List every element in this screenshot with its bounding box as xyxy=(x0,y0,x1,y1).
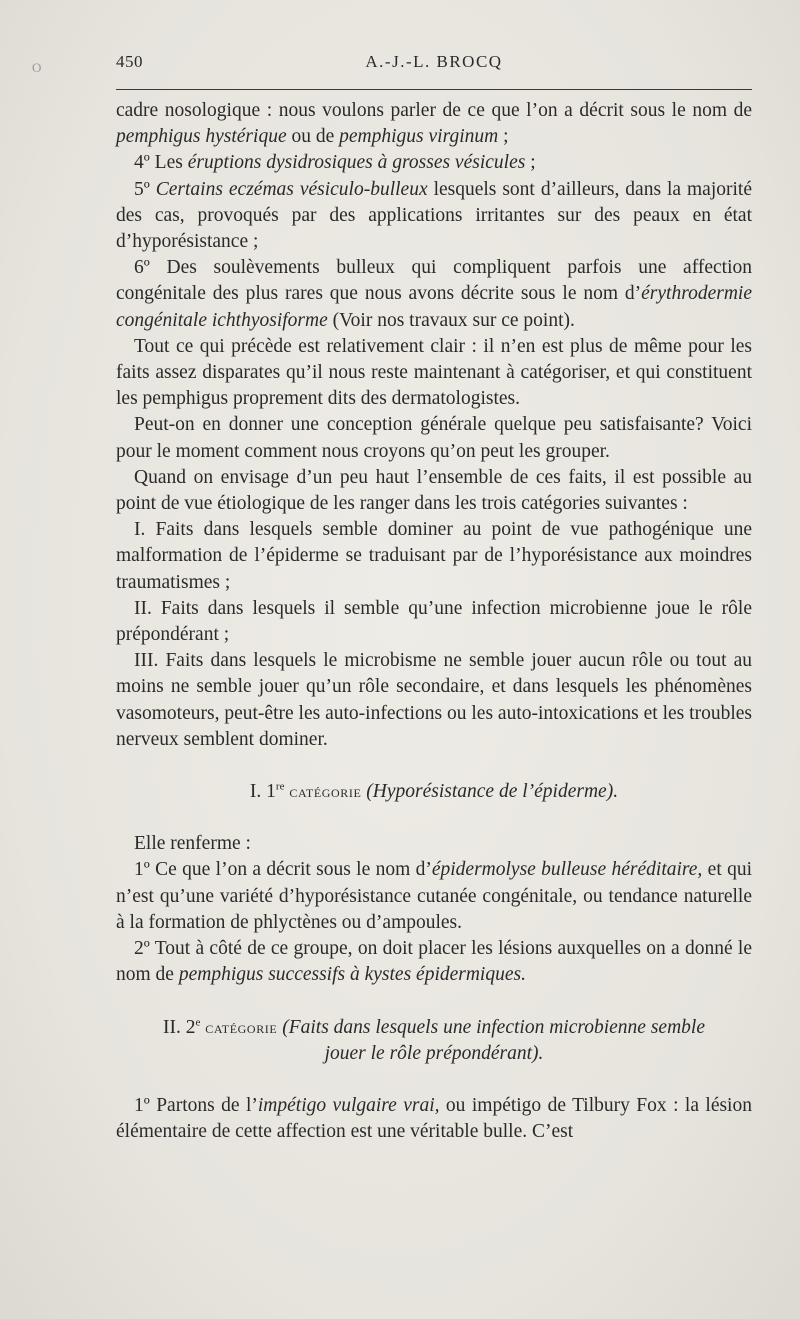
body-text xyxy=(116,98,752,1145)
list-item: II. Faits dans lesquels il semble qu’une infection microbienne joue le rôle prépondérant ; xyxy=(116,597,752,646)
list-item: III. Faits dans lesquels le microbisme ne semble jouer aucun rôle ou tout au moins ne semble jouer qu’un rôle secondaire, et dans lesquels les phénomènes vasomoteurs, peut-être les auto-infections ou les auto-intoxications et les troubles nerveux semblent dominer. xyxy=(116,650,752,750)
list-item: 6º Des soulèvements bulleux qui compliquent parfois une affection congénitale des plus rares que nous avons décrite sous le nom d’érythrodermie congénitale ichthyosiforme (Voir nos travaux sur ce point). xyxy=(116,257,752,331)
page-header xyxy=(116,52,752,76)
list-item: 2º Tout à côté de ce groupe, on doit placer les lésions auxquelles on a donné le nom de pemphigus successifs à kystes épidermiques. xyxy=(116,938,752,986)
paragraph: Elle renferme : xyxy=(134,833,251,855)
paragraph: Peut-on en donner une conception générale quelque peu satisfaisante? Voici pour le moment comment nous croyons qu’on peut les grouper. xyxy=(116,414,752,462)
section-heading-1: I. 1re catégorie (Hyporésistance de l’épiderme). xyxy=(249,780,619,803)
header-rule xyxy=(116,89,752,90)
section-heading-2: II. 2e catégorie (Faits dans lesquels une infection microbienne semble jouer le rôle prépondérant). xyxy=(163,1016,705,1064)
list-item: 5º Certains eczémas vésiculo-bulleux lesquels sont d’ailleurs, dans la majorité des cas, provoqués par des applications irritantes sur des peaux en état d’hyporésistance ; xyxy=(116,178,752,253)
list-item: 1º Ce que l’on a décrit sous le nom d’épidermolyse bulleuse héréditaire, et qui n’est qu’une variété d’hyporésistance cutanée congénitale, ou tendance naturelle à la formation de phlyctènes ou d’ampoules. xyxy=(116,859,752,933)
list-item: 1º Partons de l’impétigo vulgaire vrai, ou impétigo de Tilbury Fox : la lésion élémentaire de cette affection est une véritable bulle. C’est xyxy=(116,1094,752,1143)
paragraph: Quand on envisage d’un peu haut l’ensemble de ces faits, il est possible au point de vue étiologique de les ranger dans les trois catégories suivantes : xyxy=(116,466,752,515)
margin-mark: O xyxy=(32,60,42,75)
list-item: 4º Les éruptions dysidrosiques à grosses vésicules ; xyxy=(134,152,536,174)
running-head: A.-J.-L. BROCQ xyxy=(365,52,503,71)
page-number: 450 xyxy=(116,52,143,71)
list-item: I. Faits dans lesquels semble dominer au point de vue pathogénique une malformation de l’épiderme se traduisant par de l’hyporésistance aux moindres traumatismes ; xyxy=(116,519,752,593)
paragraph: Tout ce qui précède est relativement clair : il n’en est plus de même pour les faits assez disparates qu’il nous reste maintenant à catégoriser, et qui constituent les pemphigus proprement dits des dermatologistes. xyxy=(116,335,752,410)
paragraph: cadre nosologique : nous voulons parler de ce que l’on a décrit sous le nom de pemphigus hystérique ou de pemphigus virginum ; xyxy=(116,100,752,148)
